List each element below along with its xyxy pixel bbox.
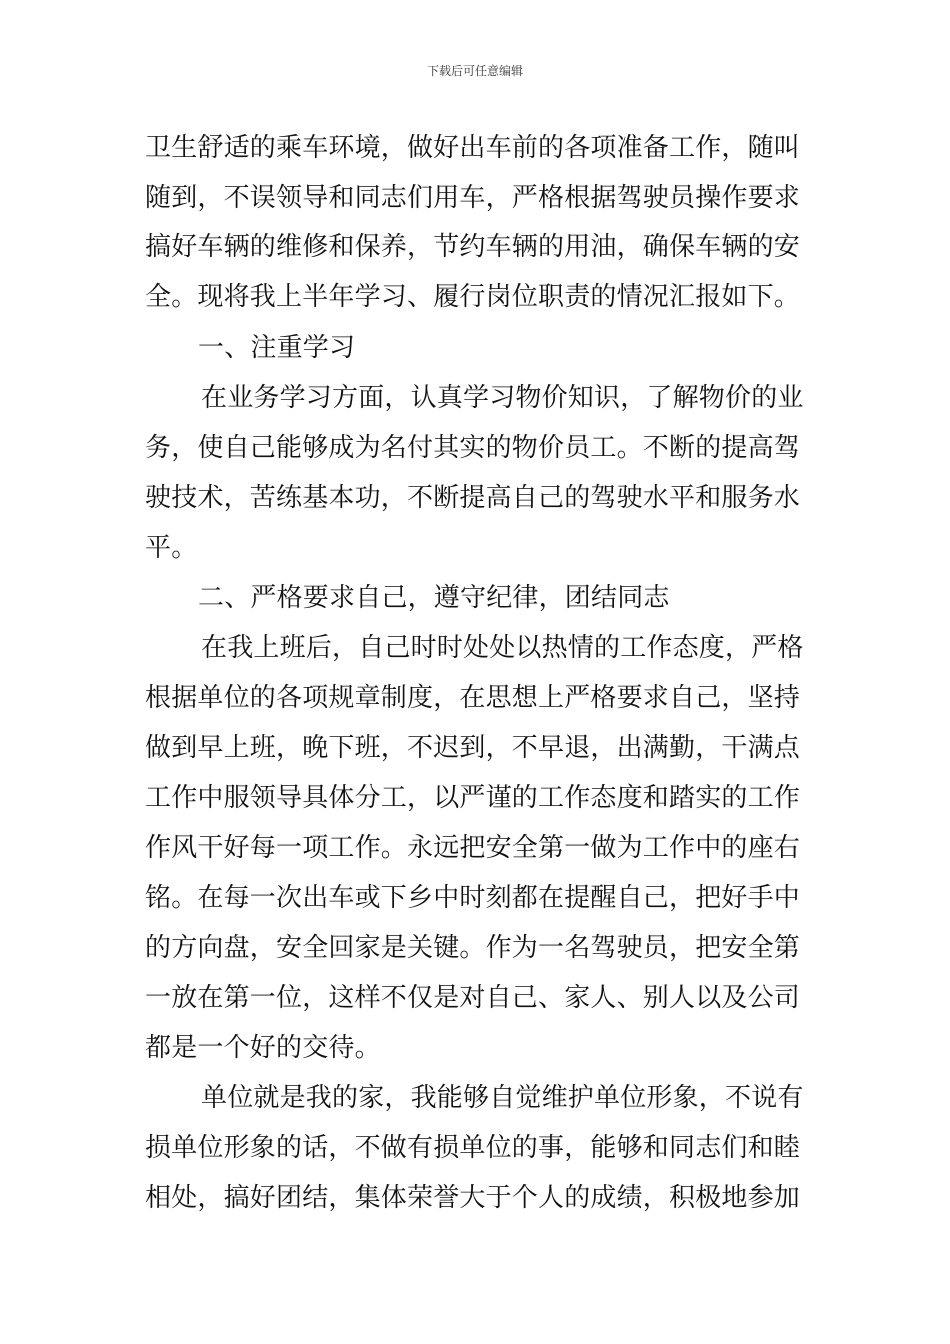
text-line: 根据单位的各项规章制度，在思想上严格要求自己，坚持 (145, 683, 801, 713)
text-line: 都是一个好的交待。 (145, 1033, 381, 1063)
text-line: 一放在第一位，这样不仅是对自己、家人、别人以及公司 (145, 983, 801, 1013)
text-line: 的方向盘，安全回家是关键。作为一名驾驶员，把安全第 (145, 933, 801, 963)
text-line: 搞好车辆的维修和保养，节约车辆的用油，确保车辆的安 (145, 232, 801, 262)
page-header: 下载后可任意编辑 (426, 64, 523, 78)
text-line: 平。 (145, 533, 198, 563)
text-line: 务，使自己能够成为名付其实的物价员工。不断的提高驾 (145, 433, 801, 463)
text-line: 单位就是我的家，我能够自觉维护单位形象，不说有 (201, 1083, 804, 1113)
text-line: 做到早上班，晚下班，不迟到，不早退，出满勤，干满点 (145, 733, 801, 763)
text-line: 卫生舒适的乘车环境，做好出车前的各项准备工作，随叫 (145, 133, 801, 163)
text-line: 损单位形象的话，不做有损单位的事，能够和同志们和睦 (145, 1133, 801, 1163)
text-line: 作风干好每一项工作。永远把安全第一做为工作中的座右 (145, 833, 801, 863)
text-line: 在业务学习方面，认真学习物价知识，了解物价的业 (201, 383, 804, 413)
text-line: 相处，搞好团结，集体荣誉大于个人的成绩，积极地参加 (145, 1183, 801, 1213)
text-line: 铭。在每一次出车或下乡中时刻都在提醒自己，把好手中 (145, 883, 801, 913)
text-line: 工作中服领导具体分工，以严谨的工作态度和踏实的工作 (145, 783, 801, 813)
text-line: 驶技术，苦练基本功，不断提高自己的驾驶水平和服务水 (145, 483, 801, 513)
section-heading: 二、严格要求自己，遵守纪律，团结同志 (198, 583, 670, 613)
section-heading: 一、注重学习 (198, 333, 356, 363)
text-line: 全。现将我上半年学习、履行岗位职责的情况汇报如下。 (145, 282, 801, 312)
text-line: 随到，不误领导和同志们用车，严格根据驾驶员操作要求 (145, 183, 801, 213)
text-line: 在我上班后，自己时时处处以热情的工作态度，严格 (201, 633, 804, 663)
